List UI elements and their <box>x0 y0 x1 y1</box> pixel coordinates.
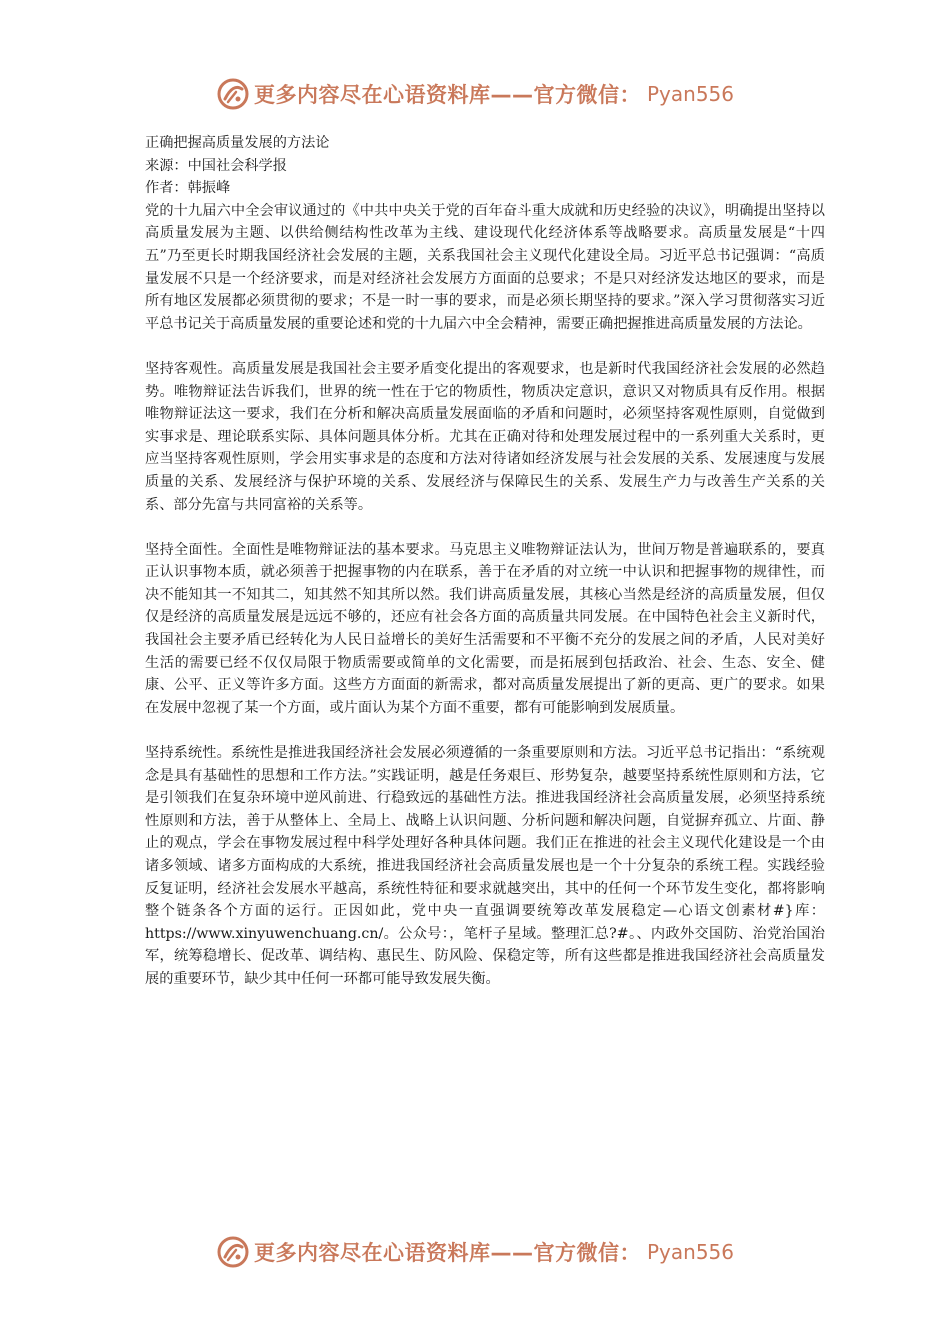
document-body <box>145 132 825 1013</box>
paragraph-intro: 党的十九届六中全会审议通过的《中共中央关于党的百年奋斗重大成就和历史经验的决议》，明确提出坚持以高质量发展为主题、以供给侧结构性改革为主线、建设现代化经济体系等战略要求。高质量发展是“十四五”乃至更长时期我国经济社会发展的主题，关系我国社会主义现代化建设全局。习近平总书记强调：“高质量发展不只是一个经济要求，而是对经济社会发展方方面面的总要求；不是只对经济发达地区的要求，而是所有地区发展都必须贯彻的要求；不是一时一事的要求，而是必须长期坚持的要求。”深入学习贯彻落实习近平总书记关于高质量发展的重要论述和党的十九届六中全会精神，需要正确把握推进高质量发展的方法论。 <box>145 202 825 332</box>
banner-wechat-id: Pyan556 <box>646 1240 734 1264</box>
article-author: 作者：韩振峰 <box>145 180 231 197</box>
paragraph-objectivity: 坚持客观性。高质量发展是我国社会主要矛盾变化提出的客观要求，也是新时代我国经济社会发展的必然趋势。唯物辩证法告诉我们，世界的统一性在于它的物质性，物质决定意识，意识又对物质具有反作用。根据唯物辩证法这一要求，我们在分析和解决高质量发展面临的矛盾和问题时，必须坚持客观性原则，自觉做到实事求是、理论联系实际、具体问题具体分析。尤其在正确对待和处理发展过程中的一系列重大关系时，更应当坚持客观性原则，学会用实事求是的态度和方法对待诸如经济发展与社会发展的关系、发展速度与发展质量的关系、发展经济与保护环境的关系、发展经济与保障民生的关系、发展生产力与改善生产关系的关系、部分先富与共同富裕的关系等。 <box>145 360 825 513</box>
article-source: 来源：中国社会科学报 <box>145 157 287 174</box>
brand-logo-icon <box>216 1235 250 1269</box>
header-banner <box>0 74 950 114</box>
article-title: 正确把握高质量发展的方法论 <box>145 135 330 151</box>
banner-slogan: 更多内容尽在心语资料库——官方微信： <box>253 1241 641 1265</box>
banner-slogan: 更多内容尽在心语资料库——官方微信： <box>253 83 641 107</box>
brand-logo-icon <box>216 77 250 111</box>
paragraph-systematicness: 坚持系统性。系统性是推进我国经济社会发展必须遵循的一条重要原则和方法。习近平总书记指出：“系统观念是具有基础性的思想和工作方法。”实践证明，越是任务艰巨、形势复杂，越要坚持系统性原则和方法，它是引领我们在复杂环境中逆风前进、行稳致远的基础性方法。推进我国经济社会高质量发展，必须坚持系统性原则和方法，善于从整体上、全局上、战略上认识问题、分析问题和解决问题，自觉摒弃孤立、片面、静止的观点，学会在事物发展过程中科学处理好各种具体问题。我们正在推进的社会主义现代化建设是一个由诸多领域、诸多方面构成的大系统，推进我国经济社会高质量发展也是一个十分复杂的系统工程。实践经验反复证明，经济社会发展水平越高，系统性特征和要求就越突出，其中的任何一个环节发生变化，都将影响整个链条各个方面的运行。正因如此，党中央一直强调要统筹改革发展稳定—心语文创素材#}库：https://www.xinyuwenchuang.cn/。公众号：，笔杆子星域。整理汇总?#。、内政外交国防、治党治国治军，统筹稳增长、促改革、调结构、惠民生、防风险、保稳定等，所有这些都是推进我国经济社会高质量发展的重要环节，缺少其中任何一环都可能导致发展失衡。 <box>145 745 825 987</box>
footer-banner <box>0 1232 950 1272</box>
paragraph-comprehensiveness: 坚持全面性。全面性是唯物辩证法的基本要求。马克思主义唯物辩证法认为，世间万物是普遍联系的，要真正认识事物本质，就必须善于把握事物的内在联系，善于在矛盾的对立统一中认识和把握事物的规律性，而决不能知其一不知其二，知其然不知其所以然。我们讲高质量发展，其核心当然是经济的高质量发展，但仅仅是经济的高质量发展是远远不够的，还应有社会各方面的高质量共同发展。在中国特色社会主义新时代，我国社会主要矛盾已经转化为人民日益增长的美好生活需要和不平衡不充分的发展之间的矛盾，人民对美好生活的需要已经不仅仅局限于物质需要或简单的文化需要，而是拓展到包括政治、社会、生态、安全、健康、公平、正义等许多方面。这些方方面面的新需求，都对高质量发展提出了新的更高、更广的要求。如果在发展中忽视了某一个方面，或片面认为某个方面不重要，都有可能影响到发展质量。 <box>145 541 825 716</box>
banner-wechat-id: Pyan556 <box>646 82 734 106</box>
